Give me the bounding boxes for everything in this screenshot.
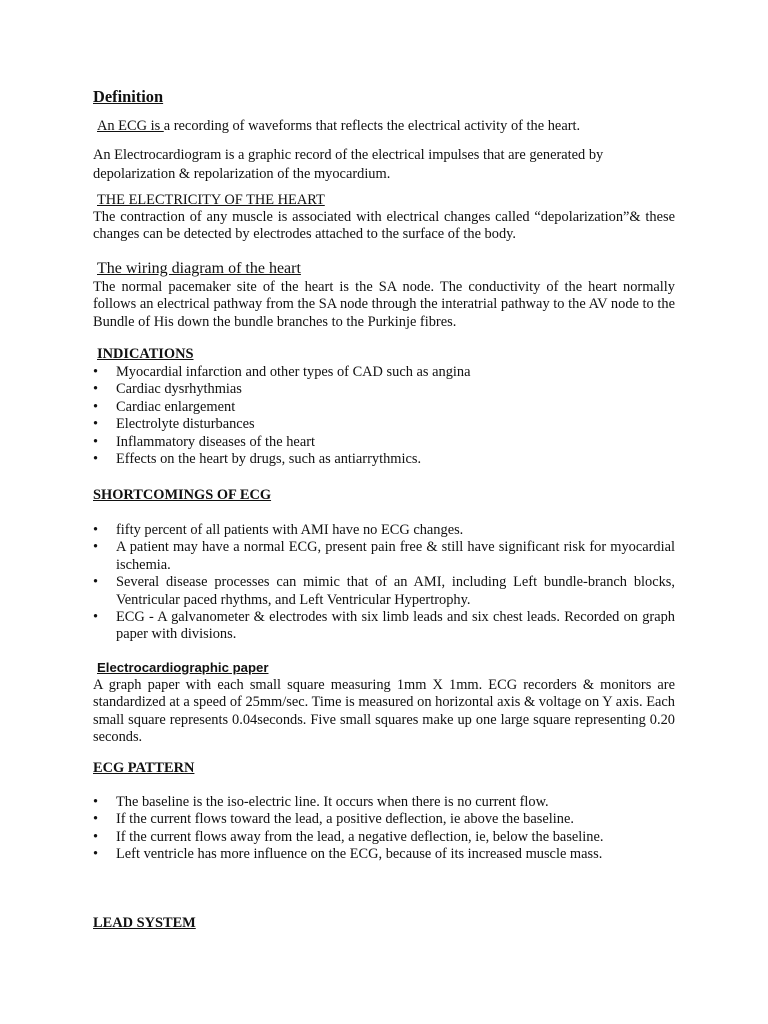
list-item: • Electrolyte disturbances [93, 416, 675, 433]
list-item: • Cardiac dysrhythmias [93, 381, 675, 398]
list-item: • The baseline is the iso-electric line. It occurs when there is no current flow. [93, 794, 675, 811]
list-item: • fifty percent of all patients with AMI have no ECG changes. [93, 522, 675, 539]
bullet-icon [93, 434, 105, 451]
list-item: • Left ventricle has more influence on the ECG, because of its increased muscle mass. [93, 846, 675, 863]
wiring-heading: The wiring diagram of the heart [97, 260, 301, 277]
lead-system-heading: LEAD SYSTEM [93, 915, 196, 931]
ecg-definition-line [93, 118, 675, 135]
bullet-icon [93, 794, 105, 811]
ecg-term: An ECG is [97, 118, 164, 134]
pattern-list [93, 794, 675, 864]
list-item: • ECG - A galvanometer & electrodes with six limb leads and six chest leads. Recorded on graph paper with divisions. [93, 609, 675, 644]
bullet-icon [93, 451, 105, 468]
definition-heading: Definition [93, 87, 164, 106]
list-item: • A patient may have a normal ECG, present pain free & still have significant risk for myocardial ischemia. [93, 539, 675, 574]
electricity-heading: THE ELECTRICITY OF THE HEART [97, 192, 325, 208]
bullet-icon [93, 539, 105, 556]
ecg-definition-text: a recording of waveforms that reflects the electrical activity of the heart. [163, 118, 581, 134]
bullet-icon [93, 829, 105, 846]
electrocardiogram-definition: An Electrocardiogram is a graphic record of the electrical impulses that are generated by depolarization & repolarization of the myocardium. [93, 147, 604, 182]
list-item: • If the current flows away from the lead, a negative deflection, ie, below the baseline. [93, 829, 675, 846]
bullet-icon [93, 846, 105, 863]
list-item: • Myocardial infarction and other types of CAD such as angina [93, 364, 675, 381]
pattern-heading: ECG PATTERN [93, 760, 195, 776]
shortcomings-heading: SHORTCOMINGS OF ECG [93, 487, 272, 503]
indications-heading: INDICATIONS [97, 346, 194, 362]
paper-heading: Electrocardiographic paper [97, 660, 269, 675]
list-item: • Inflammatory diseases of the heart [93, 434, 675, 451]
wiring-body: The normal pacemaker site of the heart is the SA node. The conductivity of the heart normally follows an electrical pathway from the SA node through the interatrial pathway to the AV node to the Bundle of His down the bundle branches to the Purkinje fibres. [93, 279, 675, 330]
list-item: • Cardiac enlargement [93, 399, 675, 416]
electricity-body: The contraction of any muscle is associated with electrical changes called “depolarization”& these changes can be detected by electrodes attached to the surface of the body. [93, 209, 675, 243]
bullet-icon [93, 381, 105, 398]
shortcomings-list [93, 522, 675, 644]
list-item: • If the current flows toward the lead, a positive deflection, ie above the baseline. [93, 811, 675, 828]
paper-body: A graph paper with each small square measuring 1mm X 1mm. ECG recorders & monitors are standardized at a speed of 25mm/sec. Time is measured on horizontal axis & voltage on Y axis. Each small square represents 0.04seconds. Five small squares make up one large square representing 0.20 seconds. [93, 677, 675, 746]
list-item: • Several disease processes can mimic that of an AMI, including Left bundle-branch blocks, Ventricular paced rhythms, and Left Ventricular Hypertrophy. [93, 574, 675, 609]
bullet-icon [93, 399, 105, 416]
list-item: • Effects on the heart by drugs, such as antiarrythmics. [93, 451, 675, 468]
indications-list [93, 364, 675, 468]
bullet-icon [93, 364, 105, 381]
bullet-icon [93, 811, 105, 828]
bullet-icon [93, 522, 105, 539]
bullet-icon [93, 574, 105, 591]
bullet-icon [93, 416, 105, 433]
bullet-icon [93, 609, 105, 626]
